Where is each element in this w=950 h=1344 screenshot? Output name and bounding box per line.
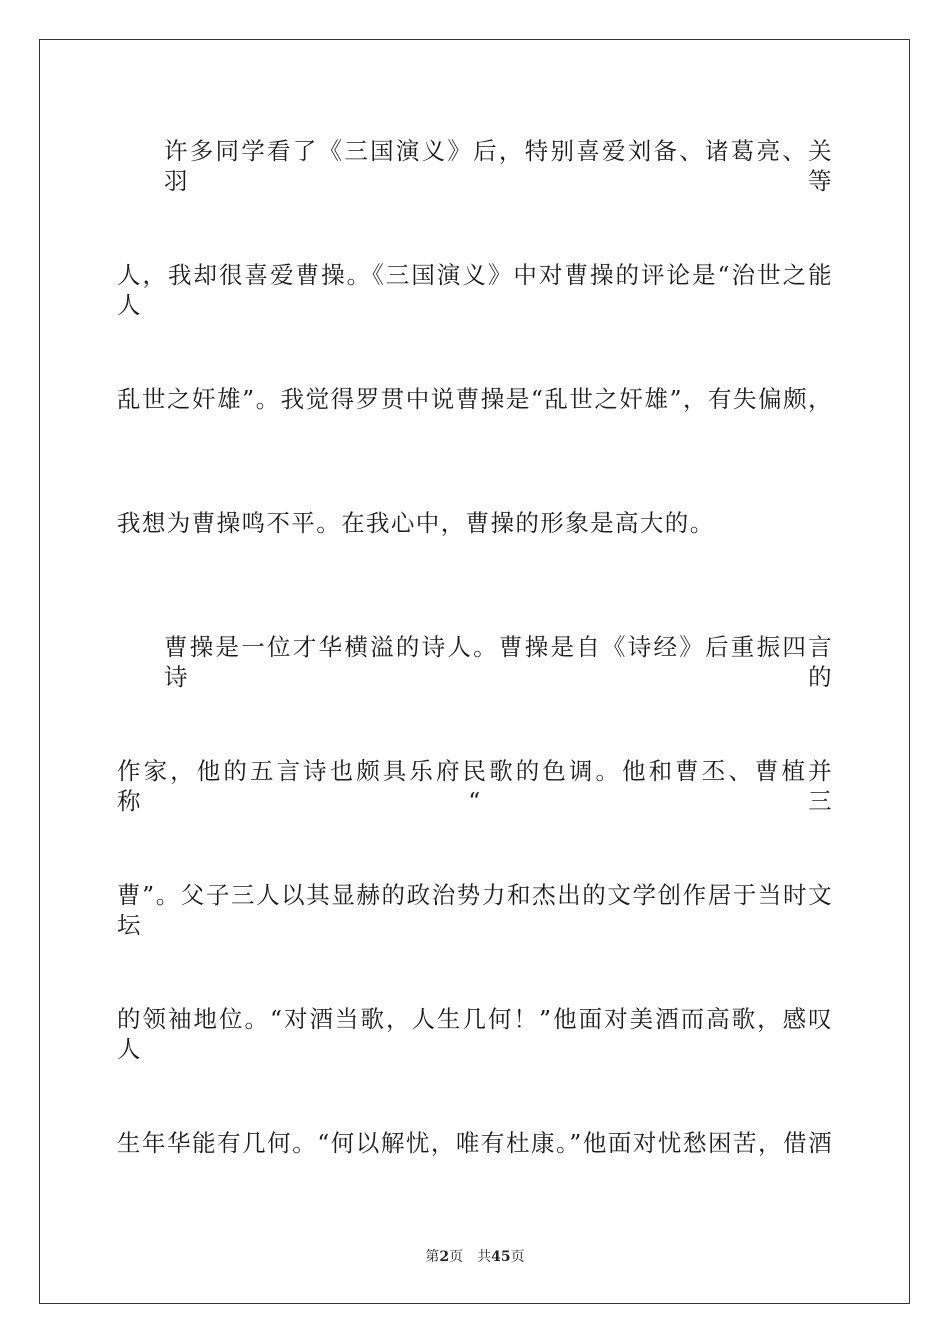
paragraph-1-line-1: 许多同学看了《三国演义》后，特别喜爱刘备、诸葛亮、关羽等: [164, 137, 833, 195]
paragraph-2-line-4: 的领袖地位。“对酒当歌，人生几何！”他面对美酒而高歌，感叹人: [117, 1005, 833, 1063]
paragraph-2-line-1: 曹操是一位才华横溢的诗人。曹操是自《诗经》后重振四言诗的: [164, 633, 833, 691]
page-number: 2: [439, 1249, 450, 1265]
paragraph-1-line-3: 乱世之奸雄”。我觉得罗贯中说曹操是“乱世之奸雄”，有失偏颇，: [117, 385, 833, 413]
paragraph-2-line-3: 曹”。父子三人以其显赫的政治势力和杰出的文学创作居于当时文坛: [117, 881, 833, 939]
total-pages: 45: [491, 1249, 511, 1265]
total-label-prefix: 共: [477, 1249, 492, 1265]
paragraph-1-line-4: 我想为曹操鸣不平。在我心中，曹操的形象是高大的。: [117, 509, 715, 537]
page-label-suffix: 页: [449, 1249, 464, 1265]
page-footer: [0, 1248, 950, 1266]
page-label-prefix: 第: [425, 1249, 440, 1265]
paragraph-1-line-2: 人，我却很喜爱曹操。《三国演义》中对曹操的评论是“治世之能人: [117, 261, 833, 319]
paragraph-2-line-2: 作家，他的五言诗也颇具乐府民歌的色调。他和曹丕、曹植并称“三: [117, 757, 833, 815]
paragraph-2-line-5: 生年华能有几何。“何以解忧，唯有杜康。”他面对忧愁困苦，借酒: [117, 1129, 833, 1157]
total-label-suffix: 页: [510, 1249, 525, 1265]
